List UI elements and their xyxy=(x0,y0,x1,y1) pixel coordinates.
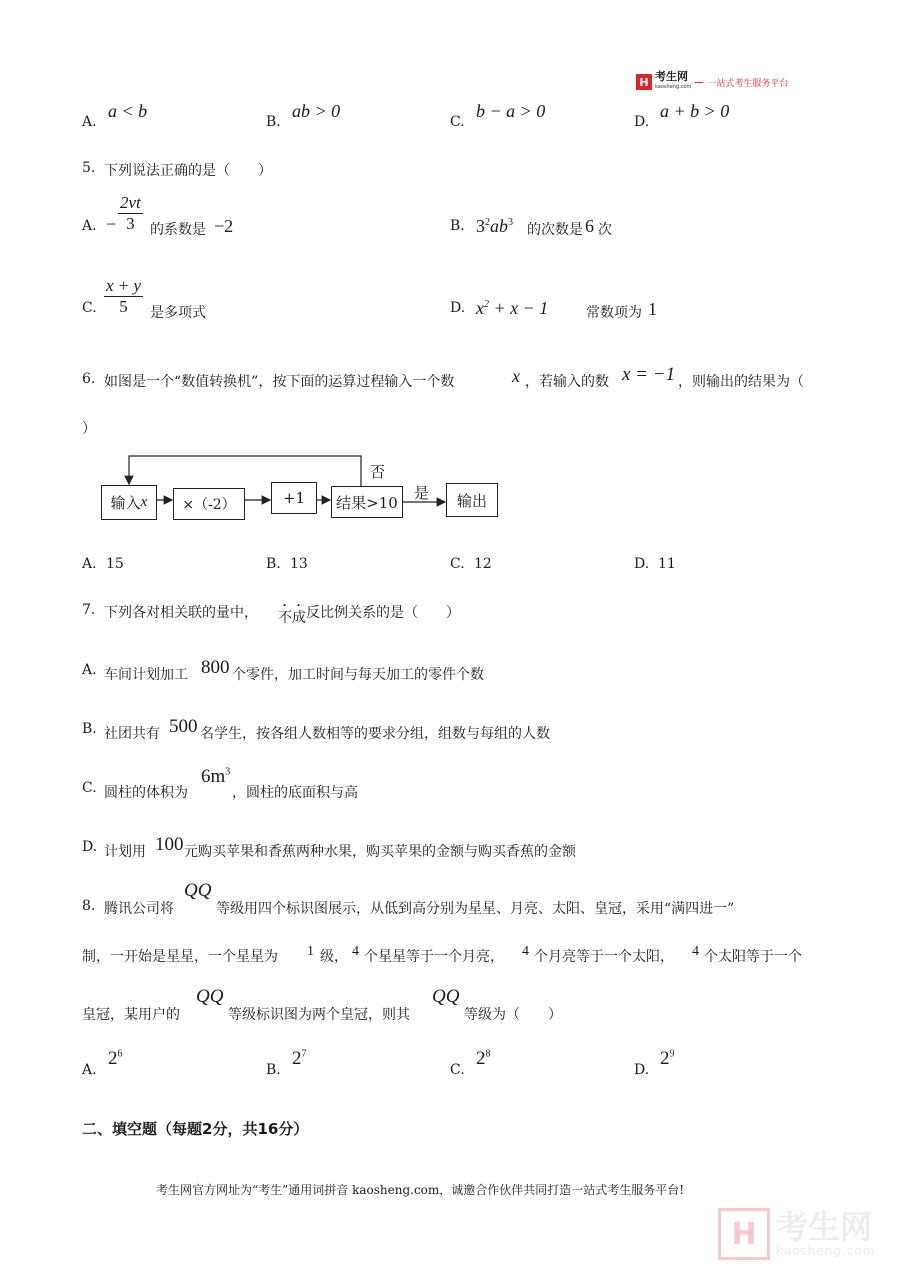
q7-a-post: 个零件，加工时间与每天加工的零件个数 xyxy=(232,667,484,683)
q7-c-value: 6m xyxy=(201,766,226,787)
q6-stem-a: 如图是一个“数值转换机”，按下面的运算过程输入一个数 xyxy=(104,374,455,390)
q8-option-d-base: 2 xyxy=(660,1048,670,1069)
q8-qq-1: QQ xyxy=(184,880,212,901)
flow-check-box: 结果>10 xyxy=(331,486,403,518)
flow-input-var: x xyxy=(140,494,148,510)
section-2-n1: 2 xyxy=(202,1120,213,1138)
q8-option-b-exp: 7 xyxy=(301,1048,307,1060)
q7-a-num: 800 xyxy=(201,657,230,678)
q8-line3-c: 等级为（ ） xyxy=(464,1007,562,1023)
q8-line2-a: 制，一开始是星星，一个星星为 xyxy=(82,949,278,965)
q6-option-c-label: C. xyxy=(450,556,465,572)
flow-input-text: 输入 xyxy=(110,494,141,512)
section-2-title-b: 分，共 xyxy=(212,1120,258,1138)
q6-option-a-label: A. xyxy=(82,556,97,572)
q7-b-post: 名学生，按各组人数相等的要求分组，组数与每组的人数 xyxy=(200,726,550,742)
q5-b-expr xyxy=(476,216,513,237)
q8-option-c-base: 2 xyxy=(476,1048,486,1069)
q6-option-b-value: 13 xyxy=(290,556,308,572)
q8-number: 8. xyxy=(82,898,96,914)
q6-stem-c: ，则输出的结果为（ xyxy=(678,374,804,390)
q5-d-exp: 2 xyxy=(484,299,489,310)
q8-n1: 1 xyxy=(307,944,314,959)
q5-a-value: −2 xyxy=(214,216,234,236)
q4-option-c-label: C. xyxy=(450,114,465,130)
watermark-logo-icon: H xyxy=(718,1208,770,1260)
logo-icon: H xyxy=(636,74,652,90)
flow-no-label: 否 xyxy=(370,463,386,481)
q5-a-label: A. xyxy=(82,218,97,234)
flow-yes-label: 是 xyxy=(414,484,430,502)
q5-d-text: 常数项为 xyxy=(586,305,642,321)
logo-name: 考生网 xyxy=(655,70,688,83)
logo-divider xyxy=(695,82,703,83)
q5-b-text: 的次数是 xyxy=(527,222,583,238)
watermark-domain: kaosheng.com xyxy=(776,1244,876,1258)
q5-a-text: 的系数是 xyxy=(150,222,206,238)
logo-domain: kaosheng.com xyxy=(655,84,692,90)
q5-a-fraction xyxy=(118,193,143,234)
q8-line3-b: 等级标识图为两个皇冠，则其 xyxy=(228,1007,410,1023)
q8-option-c-exp: 8 xyxy=(485,1048,491,1060)
q7-b-pre: 社团共有 xyxy=(104,726,160,742)
q8-option-b-expr xyxy=(292,1048,307,1070)
q7-d-post: 元购买苹果和香蕉两种水果，购买苹果的金额与购买香蕉的金额 xyxy=(184,844,576,860)
flow-multiply-box: ×（-2） xyxy=(173,488,245,520)
q5-number: 5. xyxy=(82,160,96,176)
q5-a-den: 3 xyxy=(126,214,135,233)
section-2-title-a: 二、填空题（每题 xyxy=(82,1120,203,1138)
q7-b-label: B. xyxy=(82,721,97,737)
q8-option-d-expr xyxy=(660,1048,675,1070)
q4-option-a-expr: a < b xyxy=(108,101,148,121)
q8-option-a-expr xyxy=(108,1048,123,1070)
q8-n4: 4 xyxy=(692,944,699,959)
q7-c-num xyxy=(201,766,230,788)
q7-c-pre: 圆柱的体积为 xyxy=(104,785,188,801)
q8-line2-c: 个星星等于一个月亮， xyxy=(364,949,504,965)
q8-line3-a: 皇冠，某用户的 xyxy=(82,1007,180,1023)
q6-number: 6. xyxy=(82,371,96,387)
q7-stem-a: 下列各对相关联的量中， xyxy=(104,605,258,621)
q8-line2-e: 个太阳等于一个 xyxy=(704,949,802,965)
q5-d-expr xyxy=(476,298,548,319)
flow-plus-box: +1 xyxy=(271,482,317,514)
q4-option-b-label: B. xyxy=(266,114,281,130)
q5-b-unit: 次 xyxy=(598,222,612,238)
footer-text: 考生网官方网址为“考生”通用词拼音 kaosheng.com，诚邀合作伙伴共同打造一站式考生服务平台! xyxy=(156,1183,685,1197)
q8-option-d-label: D. xyxy=(634,1062,650,1078)
q5-c-den: 5 xyxy=(119,297,128,316)
q6-cond: x = −1 xyxy=(622,364,676,385)
q5-b-var: ab xyxy=(490,216,508,236)
q6-option-a-value: 15 xyxy=(106,556,124,572)
q7-number: 7. xyxy=(82,602,96,618)
q6-option-c-value: 12 xyxy=(474,556,492,572)
q8-option-a-base: 2 xyxy=(108,1048,118,1069)
q8-option-d-exp: 9 xyxy=(669,1048,675,1060)
q7-c-post: ，圆柱的底面积与高 xyxy=(232,785,358,801)
loop-arrow xyxy=(129,456,361,486)
q7-d-label: D. xyxy=(82,839,98,855)
q7-stem-b: 反比例关系的是（ ） xyxy=(306,605,460,621)
q6-stem-b: ，若输入的数 xyxy=(525,374,609,390)
q6-option-d-value: 11 xyxy=(658,556,676,572)
flow-input-box xyxy=(101,485,157,520)
q5-d-x: x xyxy=(476,298,484,318)
flow-output-box: 输出 xyxy=(446,483,498,517)
q5-c-fraction xyxy=(104,276,143,317)
q5-b-exp2: 3 xyxy=(508,217,513,228)
q5-d-value: 1 xyxy=(648,299,657,319)
q8-qq-2: QQ xyxy=(196,986,224,1007)
q8-n3: 4 xyxy=(522,944,529,959)
q4-option-d-label: D. xyxy=(634,114,650,130)
q5-b-value: 6 xyxy=(585,216,594,236)
q8-option-a-label: A. xyxy=(82,1062,97,1078)
q8-n2: 4 xyxy=(352,944,359,959)
q5-d-label: D. xyxy=(450,300,466,316)
q5-b-base: 3 xyxy=(476,216,485,236)
q7-c-exp: 3 xyxy=(225,766,231,778)
q7-a-pre: 车间计划加工 xyxy=(104,667,188,683)
q5-a-neg: − xyxy=(106,214,117,234)
q5-c-num: x + y xyxy=(106,276,142,295)
q8-line2-b: 级， xyxy=(320,949,348,965)
q7-d-pre: 计划用 xyxy=(104,844,146,860)
q8-line1-a: 腾讯公司将 xyxy=(104,901,174,917)
logo-slogan: 一站式考生服务平台 xyxy=(707,78,789,89)
q7-b-num: 500 xyxy=(169,716,198,737)
q4-option-a-label: A. xyxy=(82,114,97,130)
q6-stem-close: ） xyxy=(82,421,96,437)
q5-b-exp1: 2 xyxy=(485,217,490,228)
q7-d-num: 100 xyxy=(155,834,184,855)
q4-option-b-expr: ab > 0 xyxy=(292,101,341,121)
watermark-name: 考生网 xyxy=(776,1208,873,1246)
q7-a-label: A. xyxy=(82,662,97,678)
q7-emphasis: 不成 xyxy=(278,610,306,626)
q6-var: x xyxy=(512,366,520,386)
q5-stem: 下列说法正确的是（ ） xyxy=(104,163,272,179)
q5-d-rest: + x − 1 xyxy=(493,298,549,318)
q8-option-c-expr xyxy=(476,1048,491,1070)
q8-qq-3: QQ xyxy=(432,986,460,1007)
q5-c-text: 是多项式 xyxy=(150,305,206,321)
q8-line2-d: 个月亮等于一个太阳， xyxy=(534,949,674,965)
q5-b-label: B. xyxy=(450,218,465,234)
section-2-title-c: 分） xyxy=(278,1120,309,1138)
q4-option-c-expr: b − a > 0 xyxy=(476,101,546,121)
footer-watermark xyxy=(718,1208,875,1260)
q7-c-label: C. xyxy=(82,780,97,796)
section-2-n2: 16 xyxy=(257,1120,279,1138)
q8-line1-b: 等级用四个标识图展示，从低到高分别为星星、月亮、太阳、皇冠，采用“满四进一” xyxy=(216,901,735,917)
q5-c-label: C. xyxy=(82,300,97,316)
header-logo[interactable] xyxy=(636,71,788,93)
q5-a-num: 2vt xyxy=(120,193,141,212)
q6-option-d-label: D. xyxy=(634,556,650,572)
q8-option-b-label: B. xyxy=(266,1062,281,1078)
q6-option-b-label: B. xyxy=(266,556,281,572)
q4-option-d-expr: a + b > 0 xyxy=(660,101,730,121)
q8-option-c-label: C. xyxy=(450,1062,465,1078)
section-2-heading xyxy=(82,1118,308,1139)
q8-option-a-exp: 6 xyxy=(117,1048,123,1060)
q8-option-b-base: 2 xyxy=(292,1048,302,1069)
